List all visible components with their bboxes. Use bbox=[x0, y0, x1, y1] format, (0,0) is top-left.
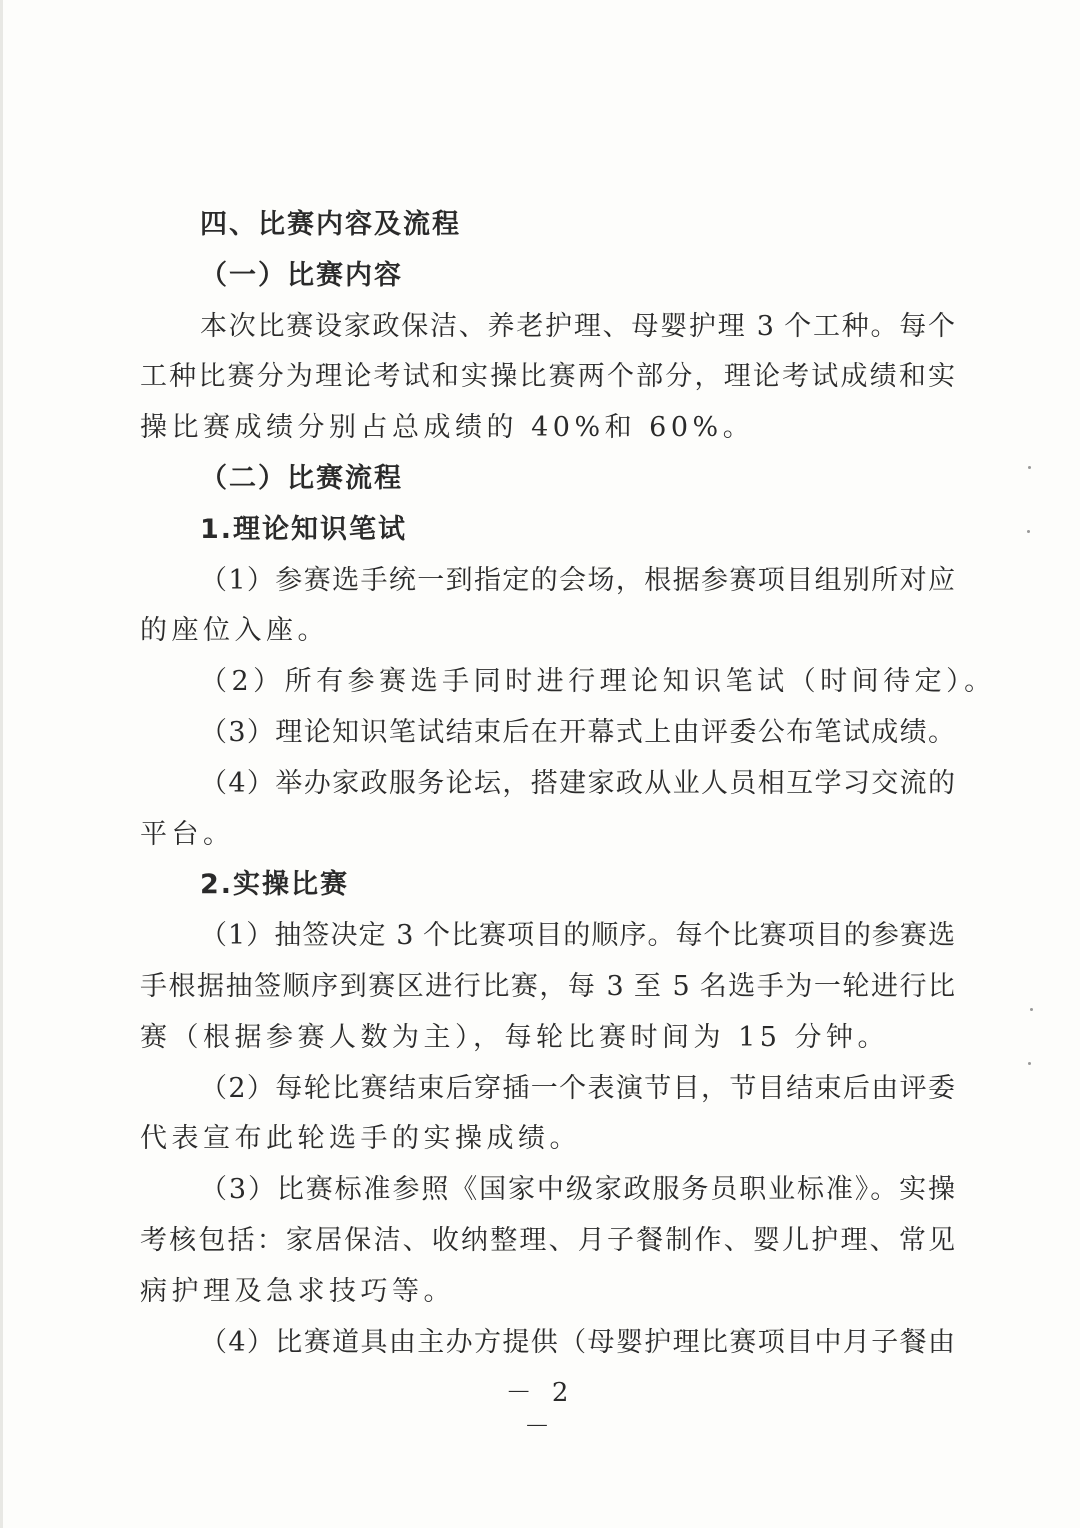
section-heading: 2.实操比赛 bbox=[200, 869, 350, 901]
text-line: 本次比赛设家政保洁、养老护理、母婴护理 3 个工种。每个 bbox=[200, 310, 955, 342]
text-line: 手根据抽签顺序到赛区进行比赛，每 3 至 5 名选手为一轮进行比 bbox=[140, 971, 955, 1002]
section-heading: （二）比赛流程 bbox=[200, 463, 403, 494]
text-line: 病护理及急求技巧等。 bbox=[140, 1275, 455, 1307]
section-heading: （一）比赛内容 bbox=[200, 259, 403, 291]
text-line: 的座位入座。 bbox=[140, 615, 329, 647]
text-line: （2）所有参赛选手同时进行理论知识笔试（时间待定）。 bbox=[200, 666, 996, 698]
text-line: 代表宣布此轮选手的实操成绩。 bbox=[140, 1123, 581, 1155]
text-line: （1）抽签决定 3 个比赛项目的顺序。每个比赛项目的参赛选 bbox=[200, 920, 955, 952]
section-heading: 四、比赛内容及流程 bbox=[200, 209, 461, 240]
section-heading: 1.理论知识笔试 bbox=[200, 513, 408, 545]
scan-edge bbox=[0, 0, 3, 1528]
text-line: 平台。 bbox=[140, 818, 235, 850]
scan-speck bbox=[1027, 530, 1030, 533]
text-line: 操比赛成绩分别占总成绩的 40%和 60%。 bbox=[140, 412, 755, 444]
text-line: （4）举办家政服务论坛，搭建家政从业人员相互学习交流的 bbox=[200, 767, 955, 799]
scan-speck bbox=[1030, 1008, 1033, 1011]
text-line: 赛（根据参赛人数为主），每轮比赛时间为 15 分钟。 bbox=[140, 1021, 890, 1053]
text-line: （1）参赛选手统一到指定的会场，根据参赛项目组别所对应 bbox=[200, 564, 955, 596]
scan-speck bbox=[1028, 1062, 1031, 1065]
text-line: （2）每轮比赛结束后穿插一个表演节目，节目结束后由评委 bbox=[200, 1072, 955, 1104]
text-line: 工种比赛分为理论考试和实操比赛两个部分，理论考试成绩和实 bbox=[140, 361, 955, 393]
page-number: － 2 － bbox=[505, 1378, 575, 1442]
text-line: 考核包括：家居保洁、收纳整理、月子餐制作、婴儿护理、常见 bbox=[140, 1225, 955, 1256]
text-line: （3）比赛标准参照《国家中级家政服务员职业标准》。实操 bbox=[200, 1174, 955, 1206]
text-line: （3）理论知识笔试结束后在开幕式上由评委公布笔试成绩。 bbox=[200, 717, 955, 748]
scan-speck bbox=[1028, 466, 1031, 469]
text-line: （4）比赛道具由主办方提供（母婴护理比赛项目中月子餐由 bbox=[200, 1326, 955, 1358]
